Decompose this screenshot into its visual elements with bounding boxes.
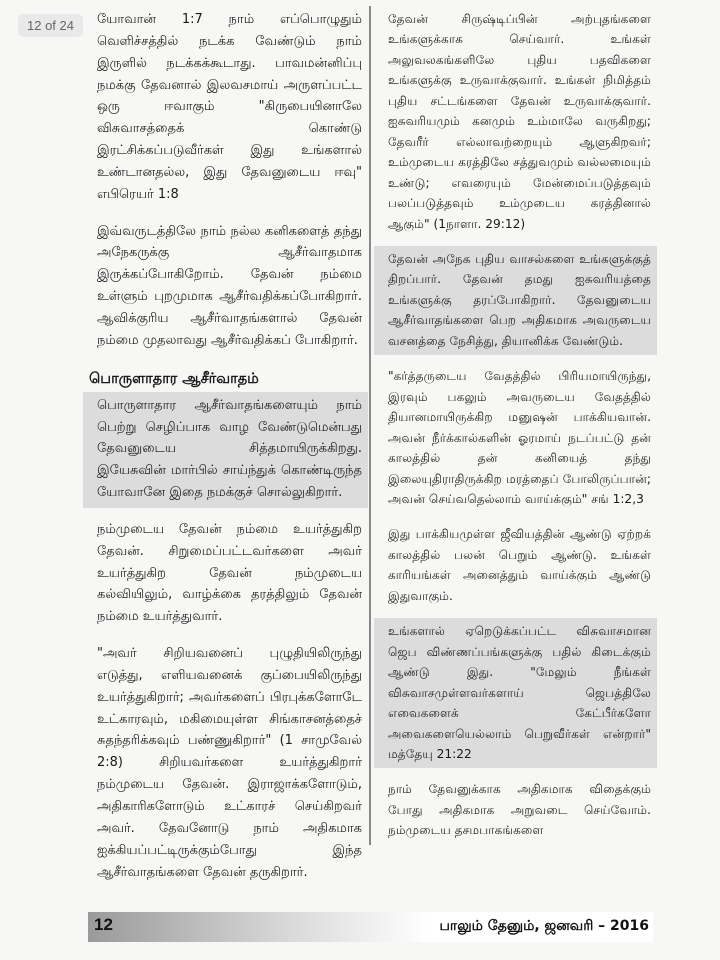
paragraph: பொருளாதார ஆசீர்வாதங்களையும் நாம் பெற்று செழிப்பாக வாழ வேண்டுமென்பது தேவனுடைய சித்தமாயிருக்கிறது. இயேசுவின் மார்பில் சாய்ந்துக் கொண்டிருந்த யோவானே இதை நமக்குச் சொல்லுகிறார்.: [83, 392, 368, 508]
paragraph: நம்முடைய தேவன் நம்மை உயர்த்துகிற தேவன். சிறுமைப்பட்டவர்களை அவர் உயர்த்துகிற தேவன் நம்முடைய கல்வியிலும், வாழ்க்கை தரத்திலும் தேவன் நம்மை உயர்த்துவார்.: [97, 521, 362, 625]
magazine-title: பாலும் தேனும், ஜனவரி – 2016: [439, 918, 649, 934]
section-heading: பொருளாதார ஆசீர்வாதம்: [89, 369, 259, 387]
paragraph: "அவர் சிறியவனைப் புழுதியிலிருந்து எடுத்து, எளியவனைக் குப்பையிலிருந்து உயர்த்துகிறார்; அவர்களைப் பிரபுக்களோடே உட்காரவும், மகிமையுள்ள சிங்காசனத்தைச் சுதந்தரிக்கவும் பண்ணுகிறார்" (1 சாமுவேல் 2:8) சிறியவர்களை உயர்த்துகிறார் நம்முடைய தேவன். இராஜாக்களோடும், அதிகாரிகளோடும் உட்காரச் செய்கிறவர் அவர். தேவனோடு நாம் அதிகமாக ஐக்கியப்பட்டிருக்கும்போது இந்த ஆசீர்வாதங்களை தேவன் தருகிறார்.: [97, 646, 362, 880]
paragraph: நாம் தேவனுக்காக அதிகமாக விதைக்கும் போது அதிகமாக அறுவடை செய்வோம். நம்முடைய தசமபாகங்களை: [388, 782, 651, 838]
left-top-paragraphs: [83, 6, 368, 356]
paragraph: உங்களால் ஏறெடுக்கப்பட்ட விசுவாசமான ஜெப விண்ணப்பங்களுக்கு பதில் கிடைக்கும் ஆண்டு இது. "மேலும் நீங்கள் விசுவாசமுள்ளவர்களாய் ஜெபத்திலே எவைகளைக் கேட்பீர்களோ அவைகளையெல்லாம் பெறுவீர்கள் என்றார்" மத்தேயு 21:22: [374, 618, 657, 768]
left-column: [83, 6, 368, 887]
paragraph: "கர்த்தருடைய வேதத்தில் பிரியமாயிருந்து, இரவும் பகலும் அவருடைய வேதத்தில் தியானமாயிருக்கிற மனுஷன் பாக்கியவான். அவன் நீர்க்கால்களின் ஓரமாய் நடப்பட்டு தன் காலத்தில் தன் கனியைத் தந்து இலையுதிராதிருக்கிற மரத்தைப் போலிருப்பான்; அவன் செய்வதெல்லாம் வாய்க்கும்" சங் 1:2,3: [388, 369, 651, 506]
paragraph: தேவன் சிருஷ்டிப்பின் அற்புதங்களை உங்களுக்காக செய்வார். உங்கள் அலுவலகங்களிலே புதிய பதவிகளை உங்களுக்கு உருவாக்குவார். உங்கள் நிமித்தம் புதிய சட்டங்களை தேவன் உருவாக்குவார். ஐசுவரியமும் கனமும் உம்மாலே வருகிறது; தேவரீர் எல்லாவற்றையும் ஆளுகிறவர்; உம்முடைய கரத்திலே சத்துவமும் வல்லமையும் உண்டு; எவரையும் மேன்மைப்படுத்தவும் பலப்படுத்தவும் உம்முடைய கரத்தினால் ஆகும்" (1நாளா. 29:12): [388, 12, 651, 231]
paragraph: இவ்வருடத்திலே நாம் நல்ல கனிகளைத் தந்து அநேகருக்கு ஆசீர்வாதமாக இருக்கப்போகிறோம். தேவன் நம்மை உள்ளும் புறமுமாக ஆசீர்வதிக்கப்போகிறார். ஆவிக்குரிய ஆசீர்வாதங்களால் தேவன் நம்மை முதலாவது ஆசீர்வதிக்கப் போகிறார்.: [97, 223, 362, 348]
right-column: [369, 6, 657, 845]
paragraph: இது பாக்கியமுள்ள ஜீவியத்தின் ஆண்டு ஏற்றக் காலத்தில் பலன் பெறும் ஆண்டு. உங்கள் காரியங்கள் அனைத்தும் வாய்க்கும் ஆண்டு இதுவாகும்.: [388, 527, 651, 603]
page-footer: [88, 912, 653, 942]
left-bottom-paragraphs: [83, 392, 368, 888]
paragraph: யோவான் 1:7 நாம் எப்பொழுதும் வெளிச்சத்தில் நடக்க வேண்டும் நாம் இருளில் நடக்கக்கூடாது. பாவமன்னிப்பு நமக்கு தேவனால் இலவசமாய் அருளப்பட்ட ஒரு ஈவாகும் "கிருபையினாலே விசுவாசத்தைக் கொண்டு இரட்சிக்கப்படுவீர்கள் இது உங்களால் உண்டானதல்ல, இது தேவனுடைய ஈவு" எபிரெயர் 1:8: [97, 12, 362, 202]
page-number: 12: [94, 915, 113, 934]
page-counter: 12 of 24: [18, 14, 83, 37]
paragraph: தேவன் அநேக புதிய வாசல்களை உங்களுக்குத் திறப்பார். தேவன் தமது ஐசுவரியத்தை உங்களுக்கு தரப்போகிறார். தேவனுடைய ஆசீர்வாதங்களை பெற அதிகமாக அவருடைய வசனத்தை நேசித்து, தியானிக்க வேண்டும்.: [374, 246, 657, 355]
